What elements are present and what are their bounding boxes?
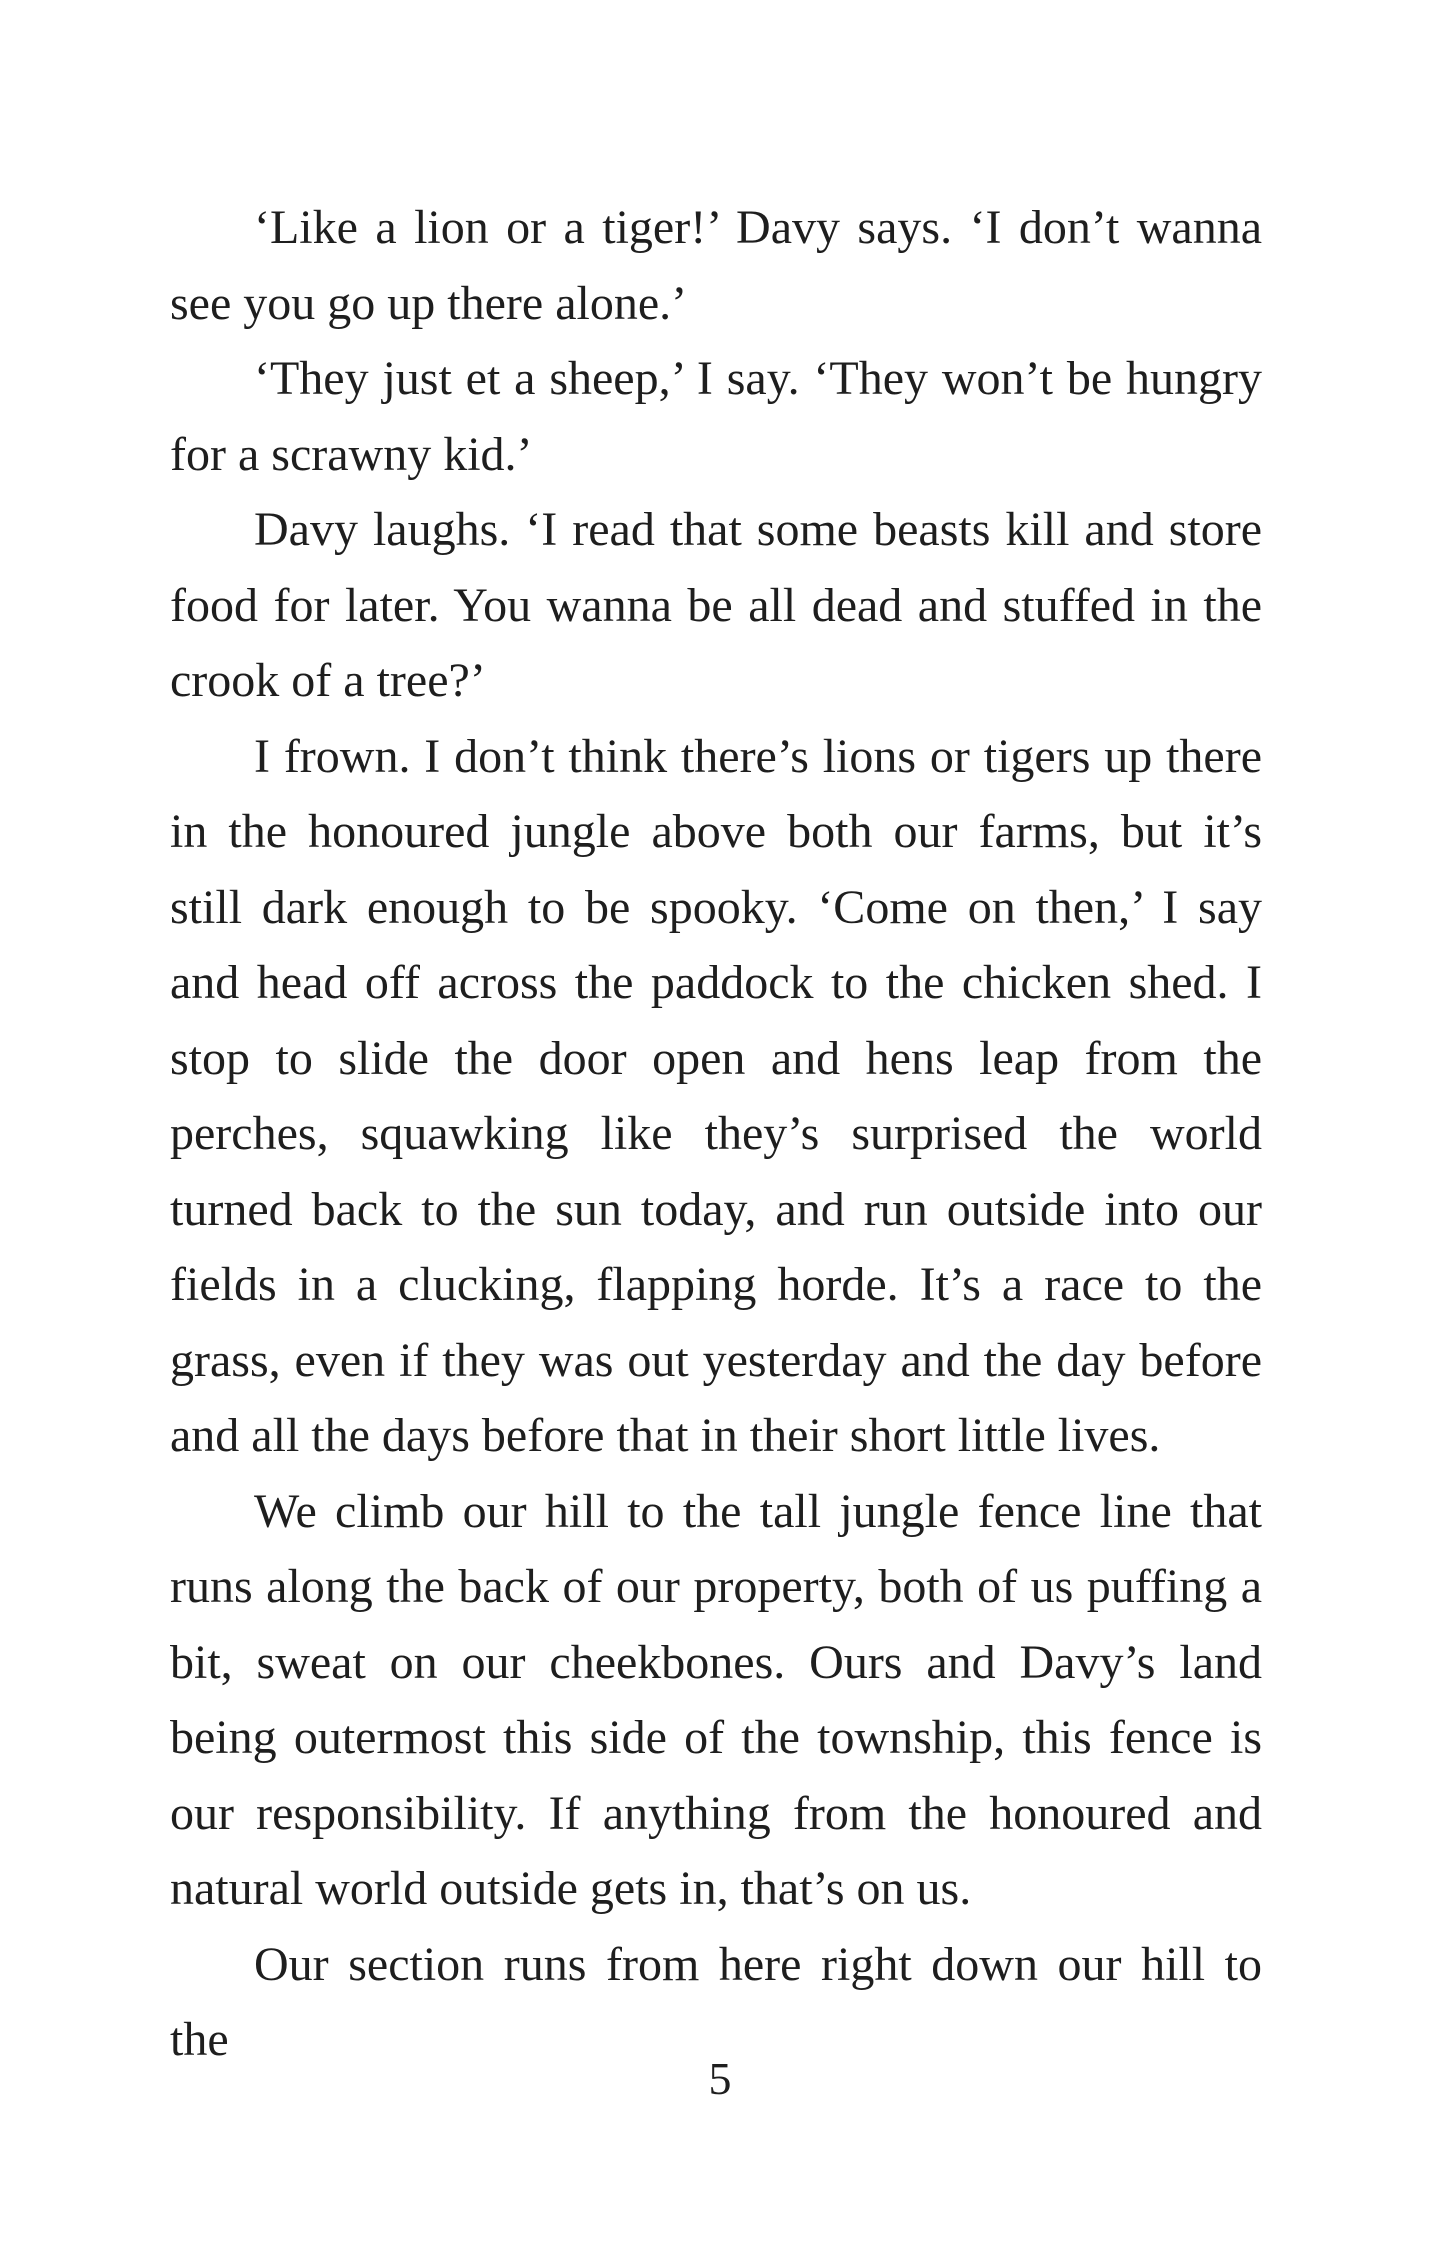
book-page-text — [170, 190, 1262, 2078]
paragraph-5: We climb our hill to the tall jungle fence line that runs along the back of our property, both of us puffing a bit, sweat on our cheekbones. Ours and Davy’s land being outermost this side of the township, this fence is our responsibility. If anything from the honoured and natural world outside gets in, that’s on us. — [170, 1484, 1262, 1915]
paragraph-3: Davy laughs. ‘I read that some beasts kill and store food for later. You wanna be all dead and stuffed in the crook of a tree?’ — [170, 503, 1262, 707]
paragraph-2: ‘They just et a sheep,’ I say. ‘They won’t be hungry for a scrawny kid.’ — [170, 352, 1262, 481]
paragraph-6: Our section runs from here right down our hill to the — [170, 1937, 1262, 2066]
page-number: 5 — [708, 2053, 732, 2104]
paragraph-4: I frown. I don’t think there’s lions or tigers up there in the honoured jungle above both our farms, but it’s still dark enough to be spooky. ‘Come on then,’ I say and head off across the paddock to the chicken shed. I stop to slide the door open and hens leap from the perches, squawking like they’s surprised the world turned back to the sun today, and run outside into our fields in a clucking, flapping horde. It’s a race to the grass, even if they was out yesterday and the day before and all the days before that in their short little lives. — [170, 729, 1262, 1462]
paragraph-1: ‘Like a lion or a tiger!’ Davy says. ‘I don’t wanna see you go up there alone.’ — [170, 201, 1262, 330]
